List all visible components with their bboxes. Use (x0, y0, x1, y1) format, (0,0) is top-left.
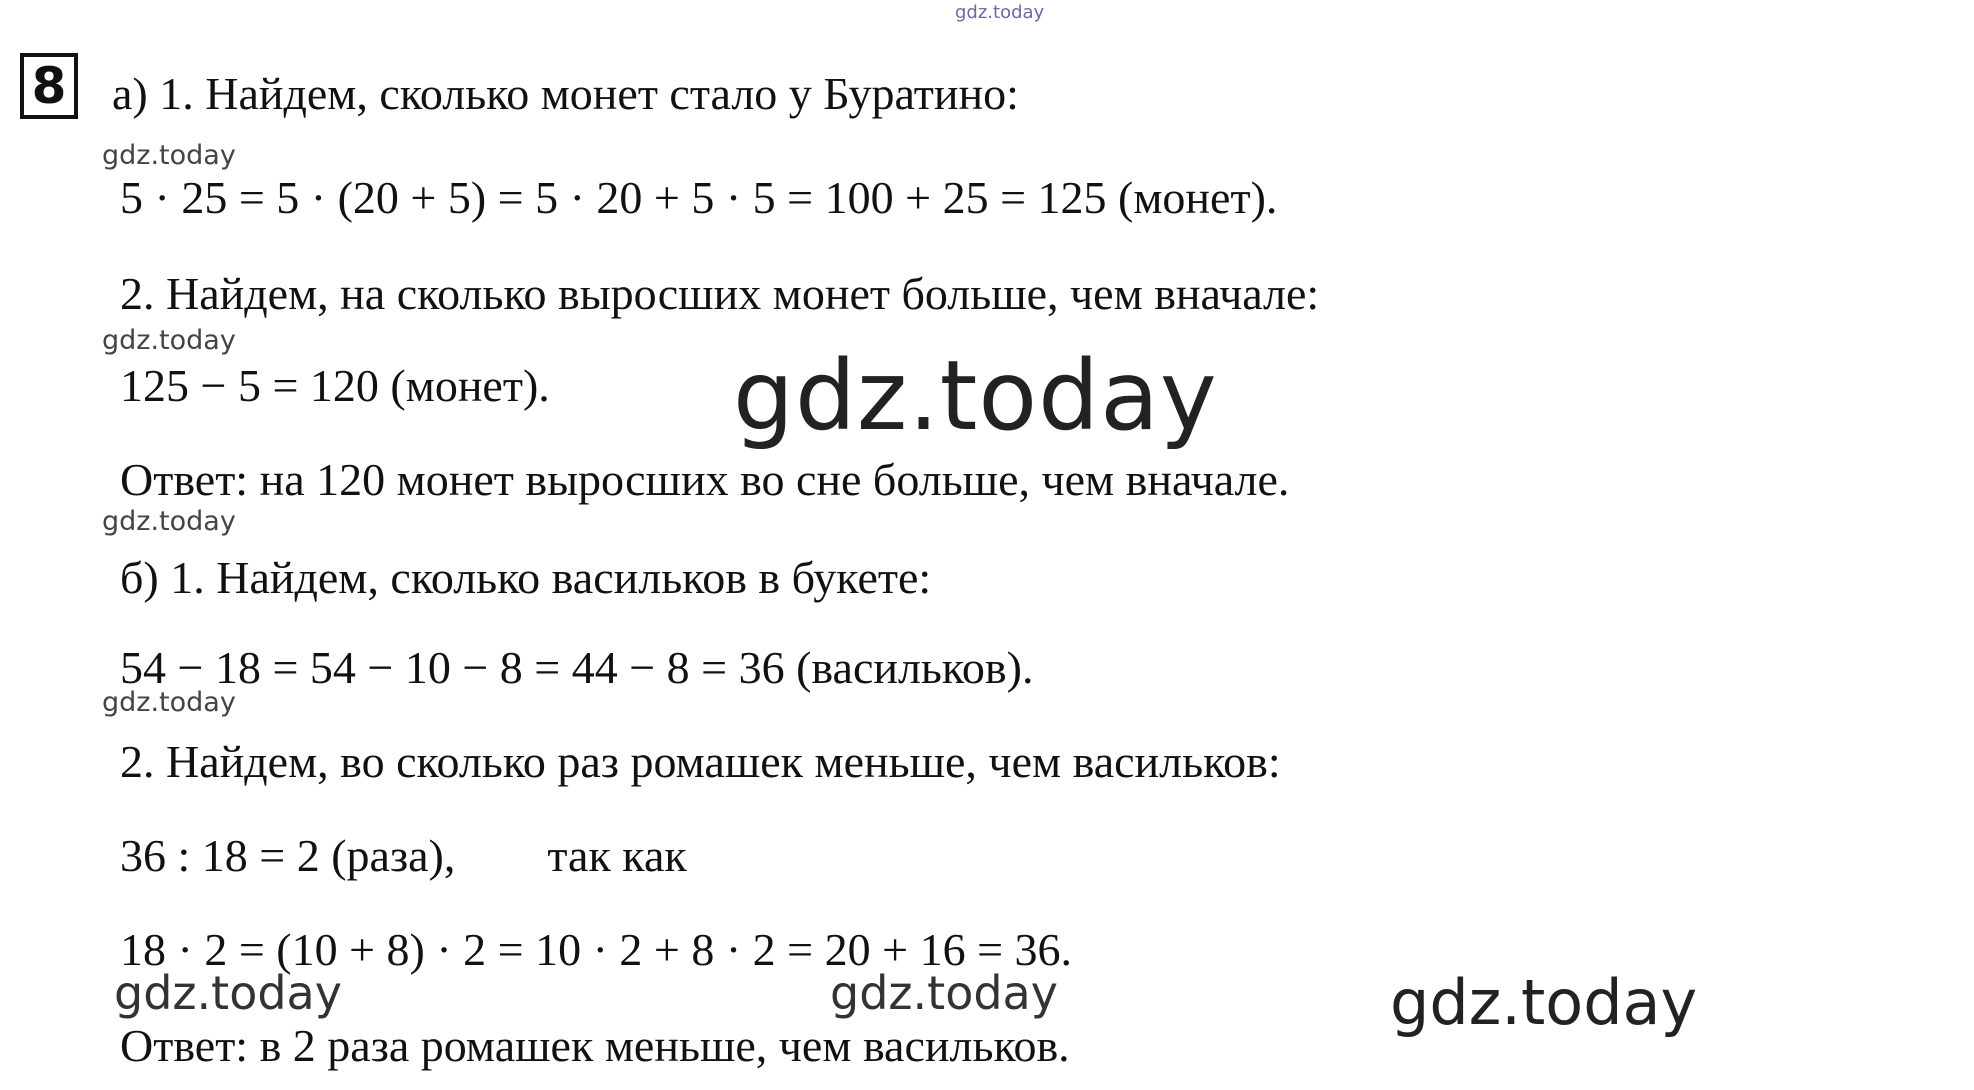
watermark-large: gdz.today (733, 340, 1218, 452)
line-a2-calc: 125 − 5 = 120 (монет). (120, 360, 550, 411)
line-a1-heading: а) 1. Найдем, сколько монет стало у Буратино: (112, 68, 1019, 119)
line-a2-heading: 2. Найдем, на сколько выросших монет больше, чем вначале: (120, 268, 1320, 319)
line-b1-heading: б) 1. Найдем, сколько васильков в букете: (120, 552, 932, 603)
line-b-answer: Ответ: в 2 раза ромашек меньше, чем васильков. (120, 1020, 1070, 1071)
line-b2-calc: 36 : 18 = 2 (раза), так как (120, 830, 687, 881)
watermark-small: gdz.today (102, 506, 236, 537)
watermark-small: gdz.today (102, 325, 236, 356)
watermark-bottom-right: gdz.today (1390, 966, 1698, 1039)
line-b1-calc: 54 − 18 = 54 − 10 − 8 = 44 − 8 = 36 (васильков). (120, 642, 1034, 693)
line-b2-check: 18 · 2 = (10 + 8) · 2 = 10 · 2 + 8 · 2 = 20 + 16 = 36. (120, 924, 1073, 975)
line-a-answer: Ответ: на 120 монет выросших во сне больше, чем вначале. (120, 454, 1290, 505)
line-a1-calc: 5 · 25 = 5 · (20 + 5) = 5 · 20 + 5 · 5 = 100 + 25 = 125 (монет). (120, 172, 1278, 223)
watermark-top: gdz.today (955, 2, 1045, 23)
watermark-small: gdz.today (102, 687, 236, 718)
watermark-bottom-left: gdz.today (114, 966, 342, 1020)
problem-number: 8 (20, 53, 78, 119)
line-b2-heading: 2. Найдем, во сколько раз ромашек меньше, чем васильков: (120, 736, 1281, 787)
watermark-bottom-center: gdz.today (830, 966, 1058, 1020)
watermark-small: gdz.today (102, 140, 236, 171)
